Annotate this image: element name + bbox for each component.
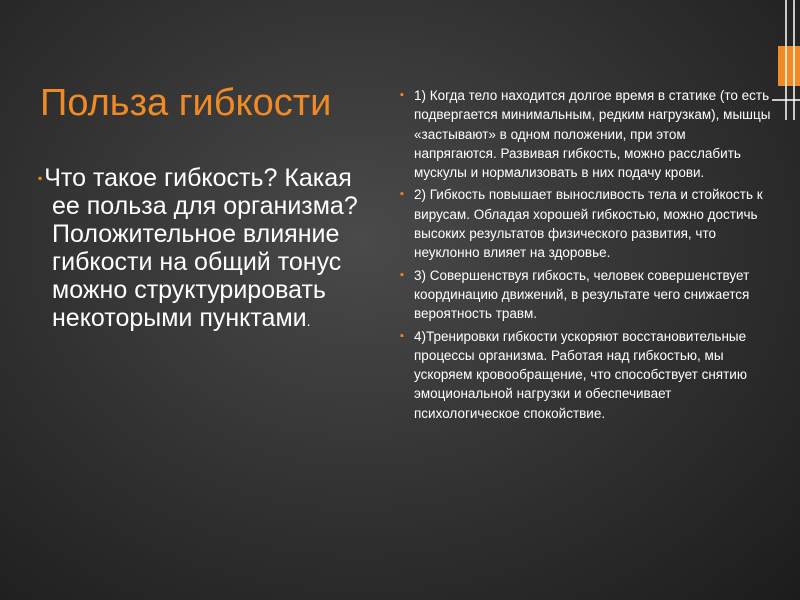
- list-item: [400, 327, 772, 423]
- intro-paragraph: [38, 164, 378, 332]
- bullet-square-icon: ▪: [400, 268, 404, 281]
- slide-title: Польза гибкости: [40, 82, 332, 124]
- benefit-points-list: [400, 86, 772, 426]
- bullet-square-icon: ▪: [38, 171, 43, 185]
- intro-text: Что такое гибкость? Какая ее польза для организма? Положительное влияние гибкости на общий тонус можно структурировать некоторыми пунктами: [44, 164, 358, 332]
- bullet-square-icon: ▪: [400, 188, 404, 201]
- list-item-text: 2) Гибкость повышает выносливость тела и стойкость к вирусам. Обладая хорошей гибкостью, можно достичь высоких результатов физического развития, что неуклонно влияет на здоровье.: [414, 187, 763, 261]
- intro-tail: .: [306, 313, 311, 329]
- list-item: [400, 266, 772, 324]
- list-item-text: 3) Совершенствуя гибкость, человек совершенствует координацию движений, в результате чего снижается вероятность травм.: [414, 267, 750, 322]
- bullet-square-icon: ▪: [400, 329, 404, 342]
- bullet-square-icon: ▪: [400, 89, 404, 101]
- list-item-text: 4)Тренировки гибкости ускоряют восстановительные процессы организма. Работая над гибкостью, мы ускоряем кровообращение, что способствует снятию эмоциональной нагрузки и обеспечивает психологическое спокойствие.: [414, 328, 747, 421]
- list-item: [400, 185, 772, 262]
- intro-text-block: [38, 164, 378, 332]
- list-item-text: 1) Когда тело находится долгое время в статике (то есть подвергается минимальным, редким нагрузкам), мышцы «застывают» в одном положении, при этом напрягаются. Развивая гибкость, можно расслабить мускулы и нормализовать в них подачу крови.: [414, 88, 771, 181]
- list-item: [400, 86, 772, 182]
